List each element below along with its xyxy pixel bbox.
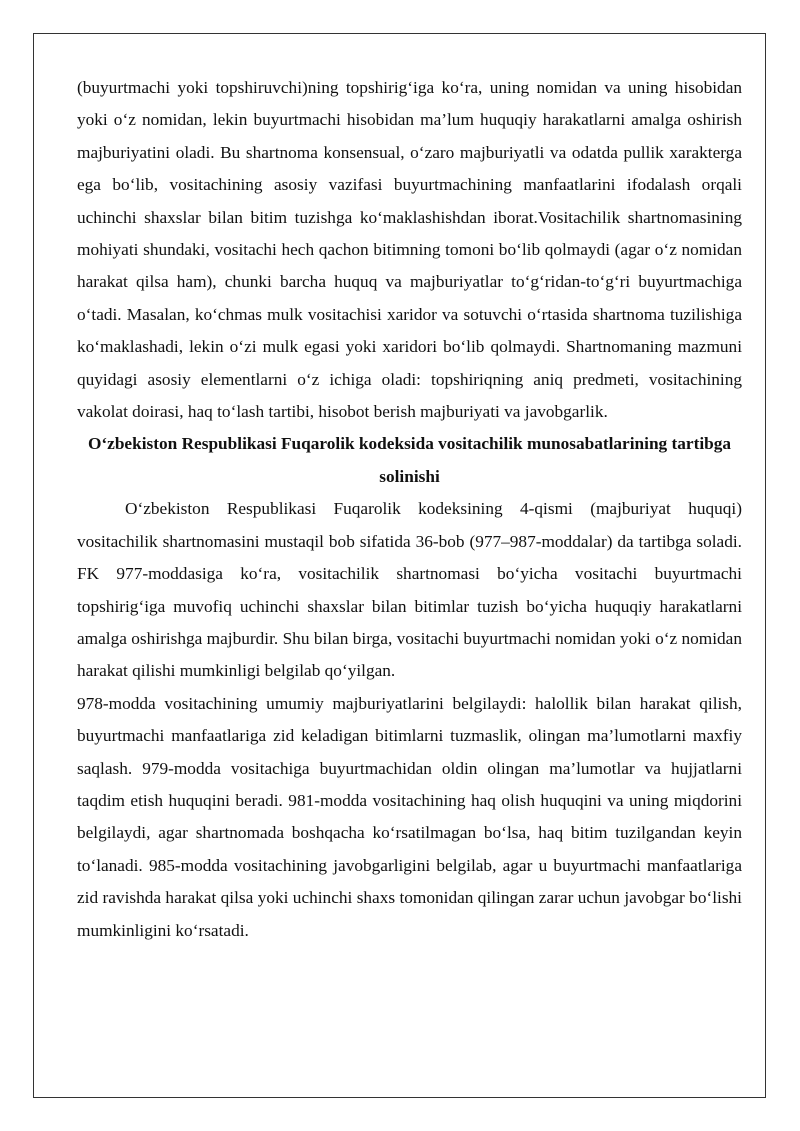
paragraph-civil-code-chapter: O‘zbekiston Respublikasi Fuqarolik kodeksining 4-qismi (majburiyat huquqi) vositachilik shartnomasini mustaqil bob sifatida 36-bob (977–987-moddalar) da tartibga soladi. FK 977-moddasiga ko‘ra, vositachilik shartnomasi bo‘yicha vositachi buyurtmachi topshirig‘iga muvofiq uchinchi shaxslar bilan bitimlar tuzish bo‘yicha huquqiy harakatlarni amalga oshirishga majburdir. Shu bilan birga, vositachi buyurtmachi nomidan yoki o‘z nomidan harakat qilishi mumkinligi belgilab qo‘yilgan. — [77, 499, 742, 681]
section-heading: O‘zbekiston Respublikasi Fuqarolik kodeksida vositachilik munosabatlarining tartibga solinishi — [87, 434, 732, 486]
paragraph-article-obligations: 978-modda vositachining umumiy majburiyatlarini belgilaydi: halollik bilan harakat qilish, buyurtmachi manfaatlariga zid keladigan bitimlarni tuzmaslik, olingan ma’lumotlarni maxfiy saqlash. 979-modda vositachiga buyurtmachidan oldin olingan ma’lumotlar va hujjatlarni taqdim etish huquqini beradi. 981-modda vositachining haq olish huquqini va uning miqdorini belgilaydi, agar shartnomada boshqacha ko‘rsatilmagan bo‘lsa, haq bitim tuzilgandan keyin to‘lanadi. 985-modda vositachining javobgarligini belgilab, agar u buyurtmachi manfaatlariga zid ravishda harakat qilsa yoki uchinchi shaxs tomonidan qilingan zarar uchun javobgar bo‘lishi mumkinligini ko‘rsatadi. — [77, 693, 742, 940]
paragraph-contract-definition: (buyurtmachi yoki topshiruvchi)ning topshirig‘iga ko‘ra, uning nomidan va uning hisobidan yoki o‘z nomidan, lekin buyurtmachi hisobidan ma’lum huquqiy harakatlarni amalga oshirish majburiyatini oladi. Bu shartnoma konsensual, o‘zaro majburiyatli va odatda pullik xarakterga ega bo‘lib, vositachining asosiy vazifasi buyurtmachining manfaatlarini ifodalash orqali uchinchi shaxslar bilan bitim tuzishga ko‘maklashishdan iborat.Vositachilik shartnomasining mohiyati shundaki, vositachi hech qachon bitimning tomoni bo‘lib qolmaydi (agar o‘z nomidan harakat qilsa ham), chunki barcha huquq va majburiyatlar to‘g‘ridan-to‘g‘ri buyurtmachiga o‘tadi. Masalan, ko‘chmas mulk vositachisi xaridor va sotuvchi o‘rtasida shartnoma tuzilishiga ko‘maklashadi, lekin o‘zi mulk egasi yoki xaridori bo‘lib qolmaydi. Shartnomaning mazmuni quyidagi asosiy elementlarni o‘z ichiga oladi: topshiriqning aniq predmeti, vositachining vakolat doirasi, haq to‘lash tartibi, hisobot berish majburiyati va javobgarlik. — [77, 78, 742, 422]
document-body — [77, 72, 742, 947]
